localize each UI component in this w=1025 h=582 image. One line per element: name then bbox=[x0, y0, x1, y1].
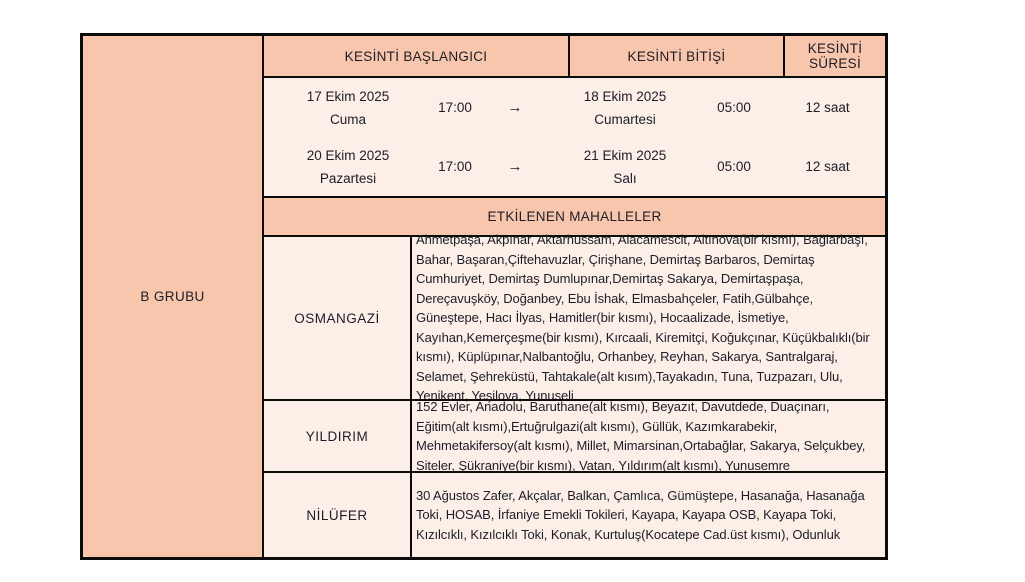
outage1-duration: 12 saat bbox=[805, 100, 850, 115]
outage1-start-day-text: Cuma bbox=[329, 111, 366, 127]
group-label-cell bbox=[83, 36, 264, 557]
outage2-duration: 12 saat bbox=[805, 159, 850, 174]
outage2-start-time: 17:00 bbox=[438, 159, 472, 174]
header-outage-start-label: KESİNTİ BAŞLANGICI bbox=[344, 48, 488, 64]
header-outage-end-label: KESİNTİ BİTİŞİ bbox=[627, 48, 726, 64]
district-neighborhoods-osmangazi bbox=[412, 232, 885, 404]
outage1-end-date bbox=[552, 85, 698, 131]
outage2-start-day-text: Pazartesi bbox=[319, 170, 377, 186]
outage2-start-date bbox=[264, 144, 432, 190]
table-main-column bbox=[264, 36, 885, 557]
outage2-end-day-text: Salı bbox=[613, 170, 637, 186]
outage1-end-day-text: Cumartesi bbox=[594, 111, 656, 127]
district-label-nilufer: NİLÜFER bbox=[264, 473, 412, 557]
outage-schedule-table bbox=[80, 33, 888, 560]
arrow-right-icon: → bbox=[507, 158, 523, 175]
district-neighborhoods-yildirim bbox=[412, 401, 885, 471]
district-row-yildirim bbox=[264, 401, 885, 473]
outage1-start-date-text: 17 Ekim 2025 bbox=[306, 88, 390, 104]
header-outage-duration-label: KESİNTİ SÜRESİ bbox=[807, 41, 863, 71]
outage2-end-time: 05:00 bbox=[717, 159, 751, 174]
neighborhood-list: 152 Evler, Anadolu, Baruthane(alt kısmı), Beyazıt, Davutdede, Duaçınarı, Eğitim(alt kısmı),Ertuğrulgazi(alt kısmı), Güllük, Kazımkarabekir, Mehmetakifersoy(alt kısmı), Millet, Mimarsinan,Ortabağlar, Sakarya, Selçukbey, Siteler, Şükraniye(bir kısmı), Vatan, Yıldırım(alt kısmı), Yunusemre bbox=[416, 399, 866, 473]
header-outage-start bbox=[264, 36, 570, 76]
arrow-right-icon: → bbox=[507, 99, 523, 116]
header-outage-duration bbox=[785, 36, 885, 76]
outage2-end-date-text: 21 Ekim 2025 bbox=[583, 147, 667, 163]
outage-times-section bbox=[264, 78, 885, 198]
district-row-osmangazi bbox=[264, 232, 885, 404]
outage1-start-time: 17:00 bbox=[438, 100, 472, 115]
group-label: B GRUBU bbox=[140, 289, 205, 304]
neighborhood-list: 30 Ağustos Zafer, Akçalar, Balkan, Çamlıca, Gümüştepe, Hasanağa, Hasanağa Toki, HOSAB, İrfaniye Emekli Tokileri, Kayapa, Kayapa OSB, Kayapa Toki, Kızılcıklı, Kızılcıklı Toki, Konak, Kurtuluş(Kocatepe Cad.üst kısmı), Odunluk bbox=[416, 487, 865, 542]
district-label-osmangazi: OSMANGAZİ bbox=[264, 237, 412, 399]
affected-neighborhoods-header-label: ETKİLENEN MAHALLELER bbox=[487, 209, 662, 224]
header-outage-end bbox=[570, 36, 785, 76]
district-label-yildirim: YILDIRIM bbox=[264, 401, 412, 471]
neighborhood-list: Ahmetpaşa, Akpınar, Aktarhüssam, Alacamescit, Altınova(bir kısmı), Bağlarbaşı, Bahar, Başaran,Çiftehavuzlar, Çirişhane, Demirtaş Barbaros, Demirtaş Cumhuriyet, Demirtaş Dumlupınar,Demirtaş Sakarya, Demirtaşpaşa, Dereçavuşköy, Doğanbey, Ebu İshak, Elmasbahçeler, Fatih,Gülbahçe, Güneştepe, Hacı İlyas, Hamitler(bir kısmı), Hocaalizade, İsmetiye, Kayıhan,Kemerçeşme(bir kısmı), Kırcaali, Kiremitçi, Koğukçınar, Küçükbalıklı(bir kısmı), Küplüpınar,Nalbantoğlu, Orhanbey, Reyhan, Sakarya, Santralgaraj, Selamet, Şehreküstü, Tahtakale(alt kısım),Tayakadın, Tuna, Tuzpazarı, Ulu, Yenikent, Yeşilova, Yunuseli bbox=[416, 232, 870, 404]
outage2-start-date-text: 20 Ekim 2025 bbox=[306, 147, 390, 163]
outage1-end-date-text: 18 Ekim 2025 bbox=[583, 88, 667, 104]
district-neighborhoods-nilufer bbox=[412, 473, 885, 557]
table-header-row bbox=[264, 36, 885, 78]
outage1-end-time: 05:00 bbox=[717, 100, 751, 115]
district-row-nilufer bbox=[264, 473, 885, 557]
outage2-end-date bbox=[552, 144, 698, 190]
outage1-start-date bbox=[264, 85, 432, 131]
